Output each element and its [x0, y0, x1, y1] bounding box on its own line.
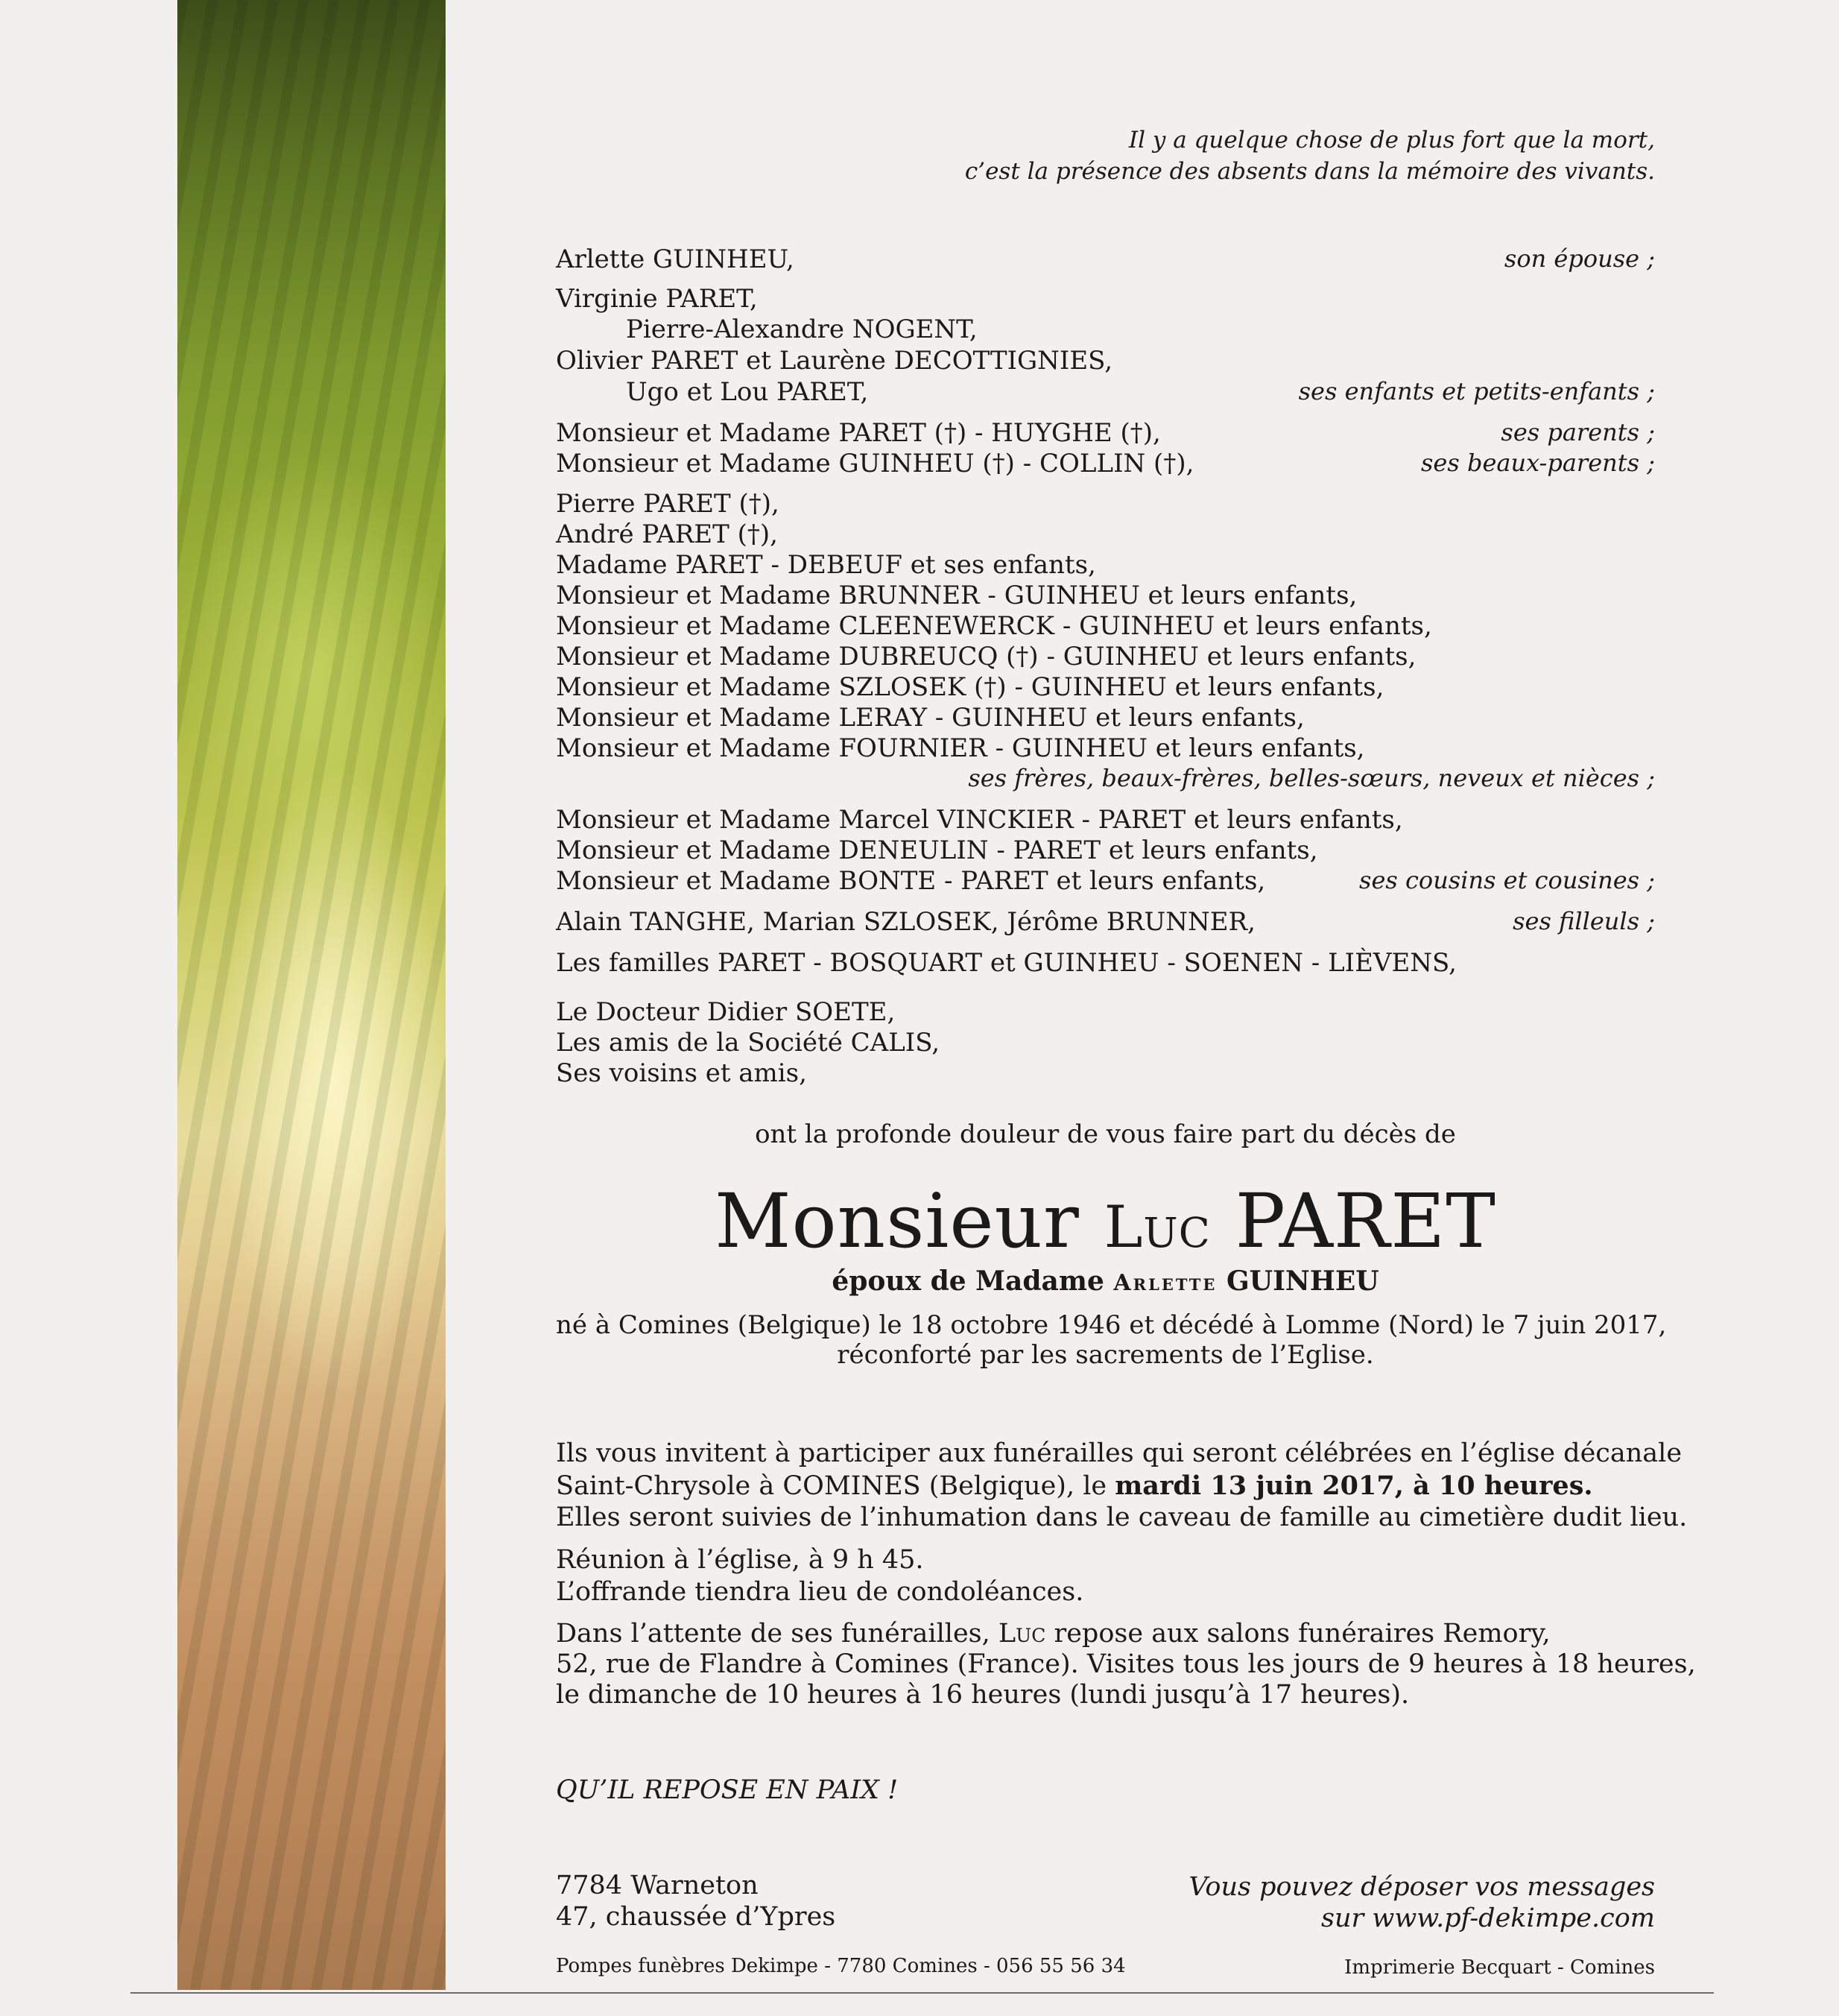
- funeral-line: L’offrande tiendra lieu de condoléances.: [556, 1577, 1084, 1607]
- funeral-date: mardi 13 juin 2017, à 10 heures.: [1115, 1470, 1593, 1501]
- family-line: Olivier PARET et Laurène DECOTTIGNIES,: [556, 346, 1113, 376]
- address-line-2: 47, chaussée d’Ypres: [556, 1902, 836, 1932]
- family-line: Monsieur et Madame FOURNIER - GUINHEU et leurs enfants,: [556, 733, 1365, 763]
- funeral-text: Dans l’attente de ses funérailles,: [556, 1619, 998, 1649]
- forest-path-photo: [177, 0, 446, 1990]
- funeral-line: 52, rue de Flandre à Comines (France). Visites tous les jours de 9 heures à 18 heures,: [556, 1649, 1696, 1679]
- spouse-first-name: Arlette: [1113, 1270, 1218, 1296]
- family-line: Monsieur et Madame CLEENEWERCK - GUINHEU et leurs enfants,: [556, 611, 1432, 641]
- quote-line-2: c’est la présence des absents dans la mémoire des vivants.: [964, 158, 1655, 185]
- family-line: Madame PARET - DEBEUF et ses enfants,: [556, 550, 1096, 580]
- family-line: Monsieur et Madame BRUNNER - GUINHEU et leurs enfants,: [556, 581, 1358, 610]
- family-line: Les familles PARET - BOSQUART et GUINHEU - SOENEN - LIÈVENS,: [556, 948, 1457, 978]
- family-line: Virginie PARET,: [556, 284, 758, 314]
- spouse-last-name: GUINHEU: [1217, 1265, 1379, 1297]
- deceased-last-name: PARET: [1210, 1178, 1496, 1265]
- family-line: Pierre-Alexandre NOGENT,: [626, 315, 978, 344]
- family-line: Ses voisins et amis,: [556, 1058, 807, 1088]
- label-parents: ses parents ;: [1501, 418, 1655, 446]
- funeral-line: le dimanche de 10 heures à 16 heures (lundi jusqu’à 17 heures).: [556, 1680, 1410, 1710]
- funeral-line: Elles seront suivies de l’inhumation dans le caveau de famille au cimetière dudit lieu.: [556, 1502, 1688, 1532]
- family-line: Monsieur et Madame SZLOSEK (†) - GUINHEU et leurs enfants,: [556, 672, 1384, 702]
- family-line: Monsieur et Madame BONTE - PARET et leurs enfants,: [556, 866, 1266, 896]
- printer: Imprimerie Becquart - Comines: [1344, 1956, 1655, 1979]
- sacraments: réconforté par les sacrements de l’Eglise.: [837, 1340, 1374, 1370]
- bottom-divider: [130, 1992, 1714, 1994]
- family-line: Monsieur et Madame LERAY - GUINHEU et leurs enfants,: [556, 703, 1305, 733]
- funeral-line: [556, 1619, 1551, 1649]
- address-line-1: 7784 Warneton: [556, 1871, 759, 1900]
- messages-website[interactable]: sur www.pf-dekimpe.com: [1321, 1903, 1655, 1933]
- family-line: Monsieur et Madame PARET (†) - HUYGHE (†),: [556, 418, 1161, 448]
- label-cousins: ses cousins et cousines ;: [1359, 866, 1655, 894]
- birth-death: né à Comines (Belgique) le 18 octobre 1946 et décédé à Lomme (Nord) le 7 juin 2017,: [556, 1310, 1667, 1340]
- deceased-title: Monsieur: [715, 1178, 1104, 1265]
- family-line: Monsieur et Madame GUINHEU (†) - COLLIN (†),: [556, 449, 1194, 478]
- deceased-name: [556, 1178, 1655, 1265]
- label-enfants: ses enfants et petits-enfants ;: [1298, 377, 1655, 405]
- family-line: Pierre PARET (†),: [556, 489, 779, 519]
- closing-prayer: QU’IL REPOSE EN PAIX !: [556, 1775, 899, 1805]
- family-line: Arlette GUINHEU,: [556, 244, 794, 274]
- funeral-line: Réunion à l’église, à 9 h 45.: [556, 1545, 924, 1575]
- quote-line-1: Il y a quelque chose de plus fort que la mort,: [1128, 127, 1655, 154]
- family-line: Monsieur et Madame Marcel VINCKIER - PARET et leurs enfants,: [556, 805, 1403, 835]
- family-line: Ugo et Lou PARET,: [626, 377, 869, 407]
- announcement: ont la profonde douleur de vous faire part du décès de: [755, 1119, 1456, 1149]
- funeral-text: repose aux salons funéraires Remory,: [1045, 1619, 1551, 1649]
- funeral-line: [556, 1470, 1593, 1501]
- spouse-prefix: époux de Madame: [832, 1265, 1114, 1297]
- messages-line-1: Vous pouvez déposer vos messages: [1188, 1872, 1655, 1902]
- funeral-home: Pompes funèbres Dekimpe - 7780 Comines - 056 55 56 34: [556, 1955, 1126, 1977]
- deceased-first-name: Luc: [1104, 1194, 1211, 1261]
- family-line: Le Docteur Didier SOETE,: [556, 997, 896, 1027]
- family-line: Les amis de la Société CALIS,: [556, 1028, 940, 1058]
- label-freres: ses frères, beaux-frères, belles-sœurs, neveux et nièces ;: [968, 764, 1655, 792]
- label-beaux-parents: ses beaux-parents ;: [1421, 449, 1655, 477]
- spouse-line: [556, 1265, 1655, 1297]
- family-line: Monsieur et Madame DENEULIN - PARET et leurs enfants,: [556, 835, 1318, 865]
- label-filleuls: ses filleuls ;: [1513, 907, 1655, 935]
- funeral-place: Saint-Chrysole à COMINES (Belgique), le: [556, 1471, 1115, 1501]
- label-epouse: son épouse ;: [1504, 244, 1655, 273]
- family-line: André PARET (†),: [556, 519, 778, 549]
- family-line: Monsieur et Madame DUBREUCQ (†) - GUINHEU et leurs enfants,: [556, 642, 1417, 672]
- family-line: Alain TANGHE, Marian SZLOSEK, Jérôme BRUNNER,: [556, 907, 1256, 937]
- deceased-first-name-inline: Luc: [998, 1619, 1046, 1649]
- funeral-line: Ils vous invitent à participer aux funérailles qui seront célébrées en l’église décanale: [556, 1438, 1683, 1468]
